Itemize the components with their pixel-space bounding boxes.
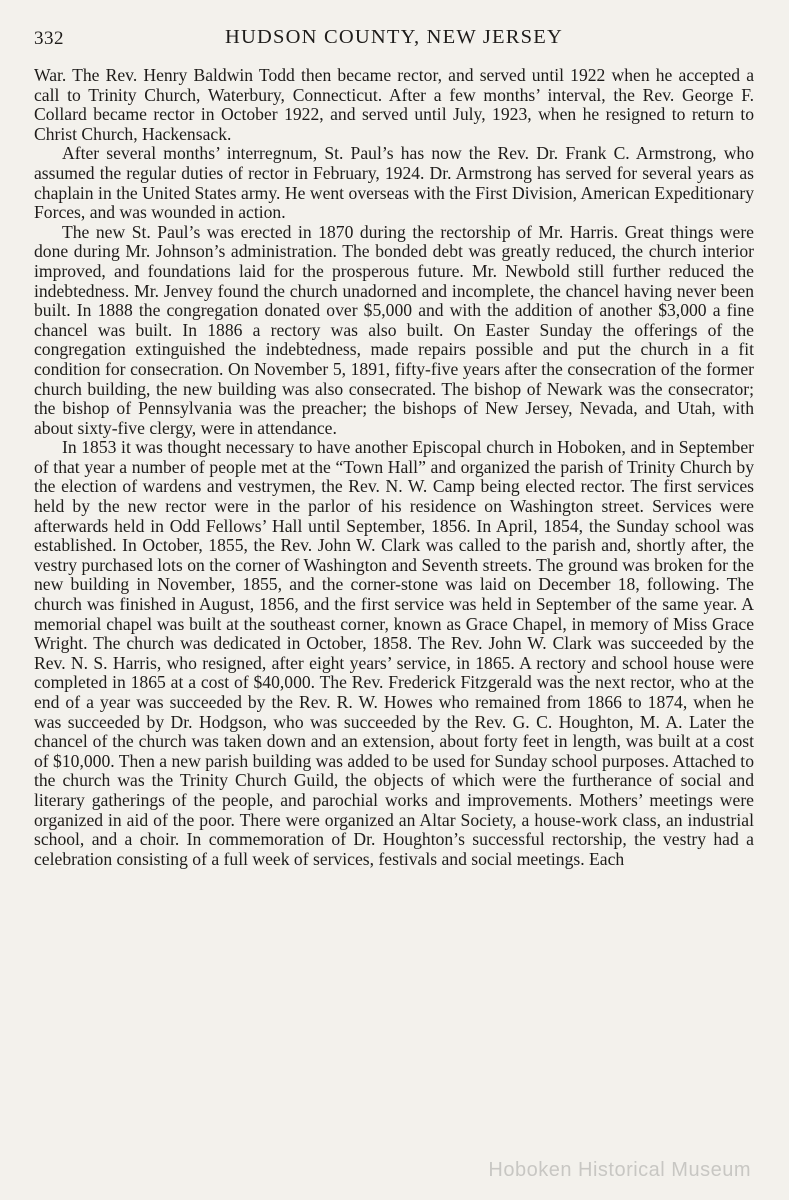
paragraph: The new St. Paul’s was erected in 1870 during the rectorship of Mr. Harris. Great things were done during Mr. Johnson’s administration. The bonded debt was greatly reduced, the church interior improved, and foundations laid for the prosperous future. Mr. Newbold still further reduced the indebtedness. Mr. Jenvey found the church unadorned and incomplete, the chancel having never been built. In 1888 the congregation donated over $5,000 and with the addition of another $3,000 a fine chancel was built. In 1886 a rectory was also built. On Easter Sunday the offerings of the congregation extinguished the indebtedness, made repairs possible and put the church in a fit condition for consecration. On November 5, 1891, fifty-five years after the consecration of the former church building, the new building was also consecrated. The bishop of Newark was the consecrator; the bishop of Pennsylvania was the preacher; the bishops of New Jersey, Nevada, and Utah, with about sixty-five clergy, were in attendance. xyxy=(34,221,754,438)
paragraph: War. The Rev. Henry Baldwin Todd then became rector, and served until 1922 when he accepted a call to Trinity Church, Waterbury, Connecticut. After a few months’ interval, the Rev. George F. Collard became rector in October 1922, and served until July, 1923, when he resigned to return to Christ Church, Hackensack. xyxy=(34,65,754,144)
page-number: 332 xyxy=(34,28,64,49)
paragraph: In 1853 it was thought necessary to have another Episcopal church in Hoboken, and in September of that year a number of people met at the “Town Hall” and organized the parish of Trinity Church by the election of wardens and vestrymen, the Rev. N. W. Camp being elected rector. The first services held by the new rector were in the parlor of his residence on Washington street. Services were afterwards held in Odd Fellows’ Hall until September, 1856. In April, 1854, the Sunday school was established. In October, 1855, the Rev. John W. Clark was called to the parish and, shortly after, the vestry purchased lots on the corner of Washington and Seventh streets. The ground was broken for the new building in November, 1855, and the corner-stone was laid on December 18, following. The church was finished in August, 1856, and the first service was held in September of the same year. A memorial chapel was built at the southeast corner, known as Grace Chapel, in memory of Miss Grace Wright. The church was dedicated in October, 1858. The Rev. John W. Clark was succeeded by the Rev. N. S. Harris, who resigned, after eight years’ service, in 1865. A rectory and school house were completed in 1865 at a cost of $40,000. The Rev. Frederick Fitzgerald was the next rector, who at the end of a year was succeeded by the Rev. R. W. Howes who remained from 1866 to 1874, when he was succeeded by Dr. Hodgson, who was succeeded by the Rev. G. C. Houghton, M. A. Later the chancel of the church was taken down and an extension, about forty feet in length, was built at a cost of $10,000. Then a new parish building was added to be used for Sunday school purposes. Attached to the church was the Trinity Church Guild, the objects of which were the furtherance of social and literary gatherings of the people, and parochial works and improvements. Mothers’ meetings were organized in aid of the poor. There were organized an Altar Society, a house-work class, an industrial school, and a choir. In commemoration of Dr. Houghton’s successful rectorship, the vestry had a celebration consisting of a full week of services, festivals and social meetings. Each xyxy=(34,437,754,869)
paragraph: After several months’ interregnum, St. Paul’s has now the Rev. Dr. Frank C. Armstrong, who assumed the regular duties of rector in February, 1924. Dr. Armstrong has served for several years as chaplain in the United States army. He went overseas with the First Division, American Expeditionary Forces, and was wounded in action. xyxy=(34,143,754,223)
book-page xyxy=(34,22,754,1192)
page-header xyxy=(34,22,754,56)
running-head-title: HUDSON COUNTY, NEW JERSEY xyxy=(225,26,563,48)
museum-watermark: Hoboken Historical Museum xyxy=(488,1159,751,1181)
body-text xyxy=(34,66,754,869)
